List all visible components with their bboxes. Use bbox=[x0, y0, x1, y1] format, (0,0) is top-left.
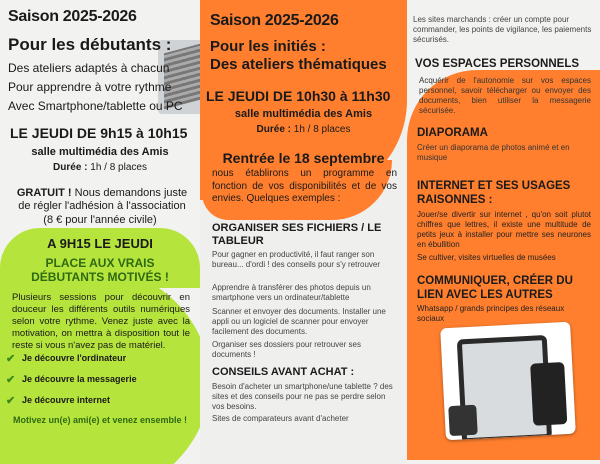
phone-image bbox=[530, 362, 567, 426]
room: salle multimédia des Amis bbox=[31, 146, 169, 158]
duration-value: 1h / 8 places bbox=[87, 162, 147, 173]
free-info bbox=[12, 187, 192, 213]
conseils-text-2: Sites de comparateurs avant d'acheter bbox=[212, 414, 349, 423]
section-title: Pour les débutants : bbox=[8, 35, 172, 54]
place-text: Plusieurs sessions pour découvrir en douceur les différents outils numériques selon votre rythme. Venez juste avec la motivation, on mettra à disposition tout le reste si vous n'avez pas de matériel. bbox=[12, 292, 190, 351]
duration-label: Durée : bbox=[53, 162, 88, 173]
free-price: (8 € pour l'année civile) bbox=[43, 214, 157, 226]
duration bbox=[200, 124, 407, 135]
diaporama-title: DIAPORAMA bbox=[417, 127, 488, 139]
intro-line-1: Des ateliers adaptés à chacun bbox=[8, 61, 170, 75]
highlight-time: A 9H15 LE JEUDI bbox=[47, 236, 153, 251]
sites-text: Les sites marchands : créer un compte pour commander, les points de vigilance, les paiements sécurisés. bbox=[413, 15, 592, 44]
check-item-1: ✔ Je découvre l'ordinateur bbox=[6, 353, 127, 365]
check-item-2: ✔ Je découvre la messagerie bbox=[6, 374, 137, 386]
section-title-1: Pour les initiés : bbox=[210, 38, 326, 55]
rentree-text: nous établirons un programme en fonction de vos disponibilités et de vos envies. Quelques exemples : bbox=[212, 168, 397, 204]
internet-title: INTERNET ET SES USAGES RAISONNES : bbox=[417, 180, 571, 206]
season-title: Saison 2025-2026 bbox=[8, 8, 137, 25]
column-topics bbox=[407, 0, 600, 464]
conseils-text: Besoin d'acheter un smartphone/une tablette ? des sites et des conseils pour ne pas se perdre selon vos besoins. bbox=[212, 382, 393, 411]
organiser-text-3: Scanner et envoyer des documents. Installer une appli ou un logiciel de scanner pour envoyer facilement des documents. bbox=[212, 307, 386, 336]
rentree-title: Rentrée le 18 septembre bbox=[222, 150, 385, 166]
espaces-title: VOS ESPACES PERSONNELS bbox=[415, 58, 580, 70]
section-title-2: Des ateliers thématiques bbox=[210, 56, 387, 73]
internet-text: Jouer/se divertir sur internet , qu'on soit plutot chiffres que lettres, il existe une multitude de petits jeux à installer pour mettre ses neurones en ébullition bbox=[417, 210, 591, 249]
duration-value: 1h / 8 places bbox=[290, 124, 351, 135]
devices-photo bbox=[440, 322, 576, 441]
espaces-text: Acquérir de l'autonomie sur vos espaces personnel, savoir télécharger ou envoyer des documents, bien utiliser la messagerie sécurisée. bbox=[419, 76, 591, 115]
communiquer-text: Whatsapp / grands principes des réseaux sociaux bbox=[417, 304, 565, 323]
intro-line-3: Avec Smartphone/tablette ou PC bbox=[8, 99, 183, 113]
internet-text-2: Se cultiver, visites virtuelles de musées bbox=[417, 253, 556, 262]
phone-image bbox=[448, 405, 478, 436]
organiser-text-4: Organiser ses dossiers pour retrouver ses documents ! bbox=[212, 340, 361, 359]
conseils-title: CONSEILS AVANT ACHAT : bbox=[212, 366, 355, 378]
check-icon: ✔ bbox=[6, 353, 16, 365]
room: salle multimédia des Amis bbox=[234, 108, 373, 120]
column-advanced bbox=[200, 0, 407, 464]
column-beginners bbox=[0, 0, 200, 464]
organiser-text-1: Pour gagner en productivité, il faut ranger son bureau... d'ordi ! des conseils pour s'y retrouver bbox=[212, 250, 381, 269]
intro-line-2: Pour apprendre à votre rythme bbox=[8, 80, 172, 94]
check-icon: ✔ bbox=[6, 374, 16, 386]
season-title: Saison 2025-2026 bbox=[210, 12, 339, 29]
free-label: GRATUIT ! bbox=[16, 187, 72, 199]
schedule: LE JEUDI DE 9h15 à 10h15 bbox=[10, 125, 188, 141]
check-icon: ✔ bbox=[6, 395, 16, 407]
organiser-title: ORGANISER SES FICHIERS / LE TABLEUR bbox=[212, 222, 382, 247]
duration bbox=[0, 162, 200, 173]
communiquer-title: COMMUNIQUER, CRÉER DU LIEN AVEC LES AUTRES bbox=[417, 275, 573, 301]
place-title: PLACE AUX VRAIS DÉBUTANTS MOTIVÉS ! bbox=[31, 256, 169, 284]
free-text: Nous demandons juste de régler l'adhésion à l'association bbox=[18, 187, 188, 212]
closing-text: Motivez un(e) ami(e) et venez ensemble ! bbox=[12, 415, 188, 425]
duration-label: Durée : bbox=[256, 124, 291, 135]
organiser-text-2: Apprendre à transférer des photos depuis un smartphone vers un ordinateur/tablette bbox=[212, 283, 371, 302]
schedule: LE JEUDI DE 10h30 à 11h30 bbox=[206, 88, 391, 104]
diaporama-text: Créer un diaporama de photos animé et en musique bbox=[417, 143, 570, 162]
check-item-3: ✔ Je découvre internet bbox=[6, 395, 111, 407]
